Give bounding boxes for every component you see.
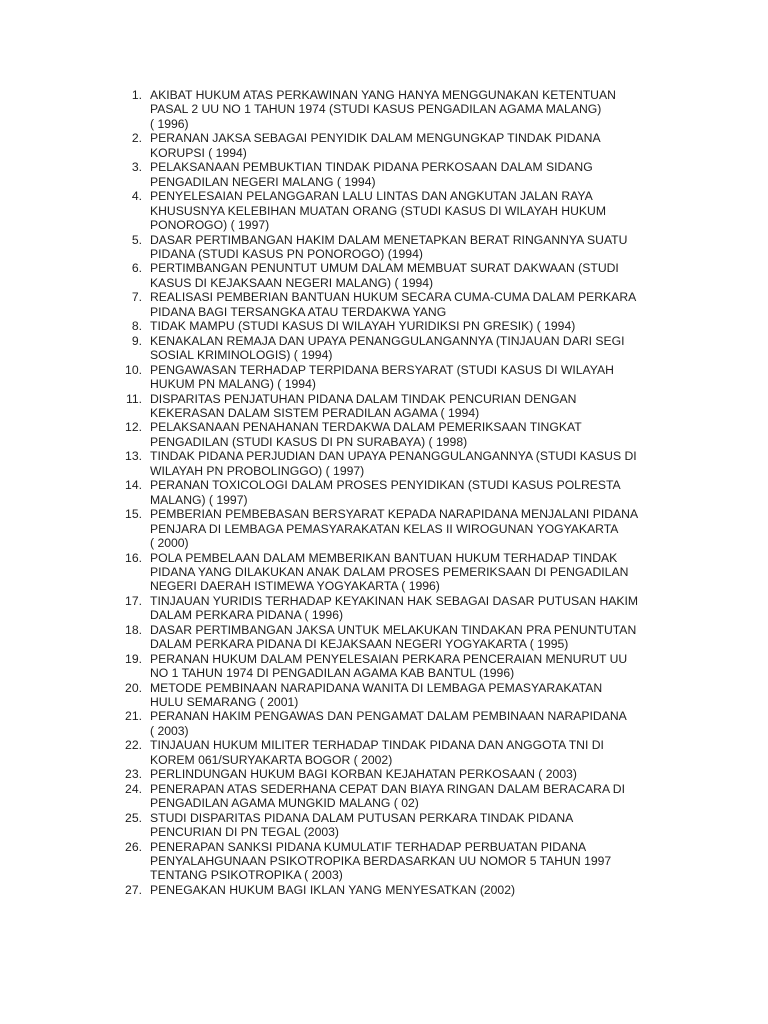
list-item-number: 17. (125, 593, 142, 608)
list-item-title: DASAR PERTIMBANGAN HAKIM DALAM MENETAPKAN BERAT RINGANNYA SUATU PIDANA (STUDI KASUS PN PONOROGO) (1994) (150, 232, 628, 261)
list-item-title: TIDAK MAMPU (STUDI KASUS DI WILAYAH YURIDIKSI PN GRESIK) ( 1994) (150, 319, 576, 334)
list-item-title: POLA PEMBELAAN DALAM MEMBERIKAN BANTUAN HUKUM TERHADAP TINDAK PIDANA YANG DILAKUKAN ANAK DALAM PROSES PEMERIKSAAN DI PENGADILAN NEGERI DAERAH ISTIMEWA YOGYAKARTA ( 1996) (150, 550, 629, 594)
list-item-title: PELAKSANAAN PENAHANAN TERDAKWA DALAM PEMERIKSAAN TINGKAT PENGADILAN (STUDI KASUS DI PN SURABAYA) ( 1998) (150, 420, 582, 449)
list-item-title: PERANAN HAKIM PENGAWAS DAN PENGAMAT DALAM PEMBINAAN NARAPIDANA ( 2003) (150, 709, 627, 738)
list-item (0, 681, 768, 710)
list-item (0, 319, 768, 333)
list-item (0, 334, 768, 363)
list-item (0, 131, 768, 160)
list-item-title: PENERAPAN SANKSI PIDANA KUMULATIF TERHADAP PERBUATAN PIDANA PENYALAHGUNAAN PSIKOTROPIKA BERDASARKAN UU NOMOR 5 TAHUN 1997 TENTANG PSIKOTROPIKA ( 2003) (150, 839, 612, 883)
list-item-title: TINJAUAN YURIDIS TERHADAP KEYAKINAN HAK SEBAGAI DASAR PUTUSAN HAKIM DALAM PERKARA PIDANA ( 1996) (150, 593, 639, 623)
list-item (0, 160, 768, 189)
list-item-number: 14. (125, 478, 142, 493)
list-item-title: PENYELESAIAN PELANGGARAN LALU LINTAS DAN ANGKUTAN JALAN RAYA KHUSUSNYA KELEBIHAN MUATAN ORANG (STUDI KASUS DI WILAYAH HUKUM PONOROGO) ( 1997) (150, 189, 606, 233)
list-item-title: PENERAPAN ATAS SEDERHANA CEPAT DAN BIAYA RINGAN DALAM BERACARA DI PENGADILAN AGAMA MUNGKID MALANG ( 02) (150, 781, 625, 811)
list-item (0, 652, 768, 681)
list-item (0, 811, 768, 840)
list-item-title: STUDI DISPARITAS PIDANA DALAM PUTUSAN PERKARA TINDAK PIDANA PENCURIAN DI PN TEGAL (2003) (150, 810, 574, 840)
thesis-title-list (0, 88, 768, 897)
list-item-number: 19. (125, 651, 142, 666)
list-item (0, 594, 768, 623)
list-item-title: PERANAN JAKSA SEBAGAI PENYIDIK DALAM MENGUNGKAP TINDAK PIDANA KORUPSI ( 1994) (150, 131, 601, 160)
list-item (0, 88, 768, 131)
list-item-number: 27. (125, 882, 142, 897)
list-item-number: 18. (125, 622, 142, 637)
list-item-title: DISPARITAS PENJATUHAN PIDANA DALAM TINDAK PENCURIAN DENGAN KEKERASAN DALAM SISTEM PERADILAN AGAMA ( 1994) (150, 391, 577, 420)
list-item (0, 840, 768, 883)
list-item (0, 233, 768, 262)
list-item-title: TINJAUAN HUKUM MILITER TERHADAP TINDAK PIDANA DAN ANGGOTA TNI DI KOREM 061/SURYAKARTA BOGOR ( 2002) (150, 738, 604, 767)
list-item-number: 3. (131, 160, 142, 175)
list-item-title: TINDAK PIDANA PERJUDIAN DAN UPAYA PENANGGULANGANNYA (STUDI KASUS DI WILAYAH PN PROBOLINGGO) ( 1997) (150, 449, 637, 478)
list-item-number: 5. (131, 232, 142, 247)
list-item (0, 782, 768, 811)
list-item-number: 11. (125, 391, 142, 406)
list-item-number: 4. (131, 189, 142, 204)
list-item (0, 420, 768, 449)
list-item (0, 189, 768, 232)
list-item-title: AKIBAT HUKUM ATAS PERKAWINAN YANG HANYA MENGGUNAKAN KETENTUAN PASAL 2 UU NO 1 TAHUN 1974 (STUDI KASUS PENGADILAN AGAMA MALANG) ( 1996) (150, 88, 616, 131)
list-item-number: 24. (125, 781, 142, 796)
list-item (0, 290, 768, 319)
list-item-title: PENEGAKAN HUKUM BAGI IKLAN YANG MENYESATKAN (2002) (150, 882, 516, 897)
list-item-number: 20. (125, 680, 142, 695)
list-item-title: PERANAN HUKUM DALAM PENYELESAIAN PERKARA PENCERAIAN MENURUT UU NO 1 TAHUN 1974 DI PENGADILAN AGAMA KAB BANTUL (1996) (150, 651, 628, 681)
list-item-number: 21. (125, 709, 142, 724)
list-item (0, 883, 768, 897)
list-item-number: 6. (131, 261, 142, 276)
list-item (0, 709, 768, 738)
list-item (0, 392, 768, 421)
list-item-title: PERTIMBANGAN PENUNTUT UMUM DALAM MEMBUAT SURAT DAKWAAN (STUDI KASUS DI KEJAKSAAN NEGERI MALANG) ( 1994) (150, 261, 619, 290)
list-item (0, 623, 768, 652)
list-item-title: PENGAWASAN TERHADAP TERPIDANA BERSYARAT (STUDI KASUS DI WILAYAH HUKUM PN MALANG) ( 1994) (150, 362, 614, 392)
list-item-title: PERANAN TOXICOLOGI DALAM PROSES PENYIDIKAN (STUDI KASUS POLRESTA MALANG) ( 1997) (150, 478, 621, 507)
list-item-number: 7. (131, 290, 142, 305)
list-item-number: 2. (131, 131, 142, 146)
list-item-number: 1. (131, 88, 142, 102)
list-item (0, 767, 768, 781)
list-item-number: 22. (125, 738, 142, 753)
list-item-number: 26. (125, 839, 142, 854)
list-item-title: DASAR PERTIMBANGAN JAKSA UNTUK MELAKUKAN TINDAKAN PRA PENUNTUTAN DALAM PERKARA PIDANA DI KEJAKSAAN NEGERI YOGYAKARTA ( 1995) (150, 622, 637, 652)
list-item-number: 23. (125, 767, 142, 782)
list-item (0, 738, 768, 767)
list-item-title: PEMBERIAN PEMBEBASAN BERSYARAT KEPADA NARAPIDANA MENJALANI PIDANA PENJARA DI LEMBAGA PEMASYARAKATAN KELAS II WIROGUNAN YOGYAKARTA ( 2000) (150, 507, 639, 551)
list-item-title: PERLINDUNGAN HUKUM BAGI KORBAN KEJAHATAN PERKOSAAN ( 2003) (150, 767, 577, 782)
list-item-number: 8. (131, 319, 142, 334)
list-item (0, 363, 768, 392)
list-item (0, 507, 768, 550)
list-item-number: 13. (125, 449, 142, 464)
list-item-number: 25. (125, 810, 142, 825)
list-item (0, 261, 768, 290)
list-item-number: 9. (131, 333, 142, 348)
list-item-title: METODE PEMBINAAN NARAPIDANA WANITA DI LEMBAGA PEMASYARAKATAN HULU SEMARANG ( 2001) (150, 680, 603, 710)
list-item-number: 16. (125, 550, 142, 565)
list-item-number: 15. (125, 507, 142, 522)
list-item-title: REALISASI PEMBERIAN BANTUAN HUKUM SECARA CUMA-CUMA DALAM PERKARA PIDANA BAGI TERSANGKA ATAU TERDAKWA YANG (150, 290, 637, 319)
list-item-number: 12. (125, 420, 142, 435)
list-item-title: PELAKSANAAN PEMBUKTIAN TINDAK PIDANA PERKOSAAN DALAM SIDANG PENGADILAN NEGERI MALANG ( 1994) (150, 160, 593, 189)
list-item-number: 10. (125, 362, 142, 377)
list-item (0, 449, 768, 478)
list-item-title: KENAKALAN REMAJA DAN UPAYA PENANGGULANGANNYA (TINJAUAN DARI SEGI SOSIAL KRIMINOLOGIS) ( 1994) (150, 333, 625, 363)
list-item (0, 551, 768, 594)
list-item (0, 478, 768, 507)
